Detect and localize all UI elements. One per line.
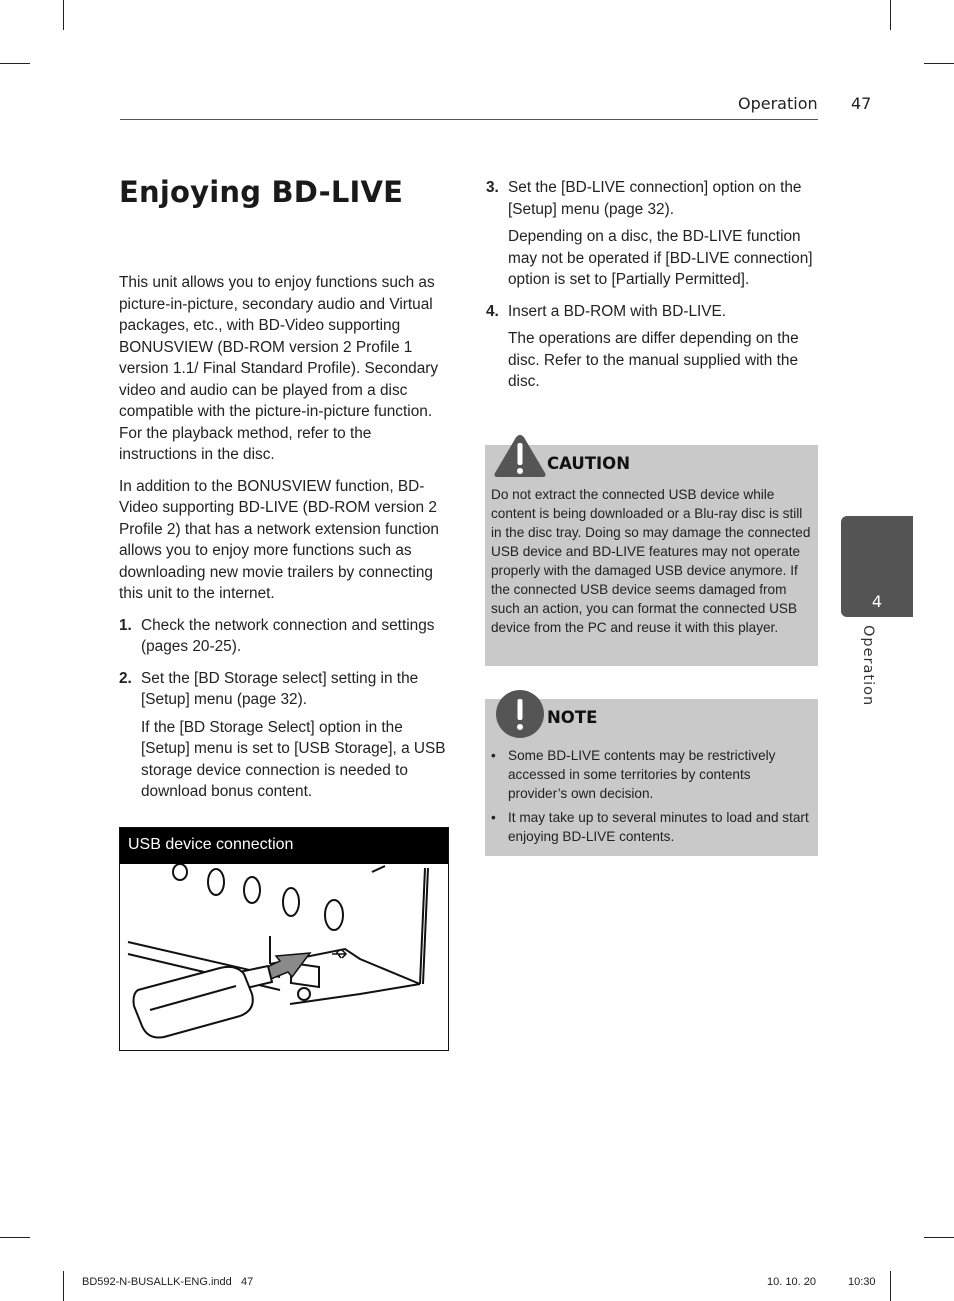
exclamation-circle-icon (495, 689, 545, 739)
chapter-label: Operation (860, 625, 876, 707)
page-number: 47 (851, 94, 872, 113)
step-number: 3. (486, 179, 499, 196)
player-top-edge (372, 866, 385, 872)
chapter-number: 4 (871, 592, 883, 611)
crop-mark (0, 1237, 30, 1238)
step-detail: If the [BD Storage Select] option in the [Setup] menu is set to [USB Storage], a USB storage device connection is needed to download bonus content. (141, 718, 446, 800)
step-number: 1. (119, 616, 132, 634)
right-column (486, 177, 816, 393)
step-text: Check the network connection and settings (pages 20-25). (141, 616, 435, 655)
step-number: 2. (119, 669, 132, 687)
left-column (119, 272, 453, 803)
step-item (119, 668, 453, 803)
figure-title: USB device connection (120, 828, 448, 864)
step-item (486, 301, 816, 393)
panel-hole (244, 877, 260, 903)
intro-paragraph: In addition to the BONUSVIEW function, BD-Video supporting BD-LIVE (BD-ROM version 2 Profile 2) that has a network extension function allows you to enjoy more functions such as downloading new movie trailers by connecting this unit to the internet. (119, 477, 439, 602)
panel-hole (283, 888, 299, 916)
footer-date: 10. 10. 20 (767, 1276, 816, 1288)
panel-button (298, 988, 310, 1000)
note-list (491, 746, 812, 846)
steps-list-right (486, 177, 816, 393)
step-item (119, 615, 453, 658)
note-title: NOTE (547, 708, 598, 727)
panel-hole (208, 869, 224, 895)
step-text: Insert a BD-ROM with BD-LIVE. (508, 302, 727, 320)
intro-paragraph: This unit allows you to enjoy functions such as picture-in-picture, secondary audio and Virtual packages, etc., with BD-Video supporting BONUSVIEW (BD-ROM version 2 Profile 1 version 1.1/ Final Standard Profile). Secondary video and audio can be played from a disc compatible with the picture-in-picture function. For the playback method, refer to the instructions in the disc. (119, 274, 439, 463)
note-box (485, 699, 818, 856)
caution-text: Do not extract the connected USB device while content is being downloaded or a Blu-ray disc is still in the disc tray. Doing so may damage the connected USB device and BD-LIVE features may not operate properly with the damaged USB device anymore. If the connected USB device seems damaged from such an action, you can format the connected USB device from the PC and reuse it with this player. (491, 487, 811, 635)
usb-drive-body (134, 967, 253, 1038)
header-rule (120, 119, 818, 120)
page-title: Enjoying BD-LIVE (119, 175, 404, 209)
step-item (486, 177, 816, 291)
footer-file-name: BD592-N-BUSALLK-ENG.indd 47 (82, 1276, 254, 1288)
crop-mark (890, 0, 891, 30)
note-item: • Some BD-LIVE contents may be restrictively accessed in some territories by contents provider’s own decision. (491, 746, 812, 803)
running-header-section: Operation (738, 94, 818, 113)
panel-hole (325, 900, 343, 930)
warning-triangle-icon (493, 433, 547, 479)
usb-connection-illustration (120, 864, 448, 1050)
crop-mark (63, 1271, 64, 1301)
steps-list-left (119, 615, 453, 803)
step-text: Set the [BD-LIVE connection] option on the [Setup] menu (page 32). (508, 179, 802, 218)
footer-time: 10:30 (848, 1276, 876, 1288)
caution-box (485, 445, 818, 666)
crop-mark (63, 0, 64, 30)
step-text: Set the [BD Storage select] setting in the [Setup] menu (page 32). (141, 669, 419, 708)
crop-mark (890, 1271, 891, 1301)
step-detail: The operations are differ depending on the disc. Refer to the manual supplied with the disc. (508, 330, 799, 390)
caution-title: CAUTION (547, 454, 630, 473)
chapter-tab (841, 516, 913, 617)
crop-mark (0, 63, 30, 64)
panel-hole (173, 864, 187, 880)
step-number: 4. (486, 302, 499, 320)
note-item: • It may take up to several minutes to load and start enjoying BD-LIVE contents. (491, 808, 812, 846)
note-text (491, 746, 812, 851)
step-detail: Depending on a disc, the BD-LIVE function may not be operated if [BD-LIVE connection] option is set to [Partially Permitted]. (508, 228, 813, 288)
crop-mark (924, 63, 954, 64)
usb-connection-figure (119, 827, 449, 1051)
crop-mark (924, 1237, 954, 1238)
